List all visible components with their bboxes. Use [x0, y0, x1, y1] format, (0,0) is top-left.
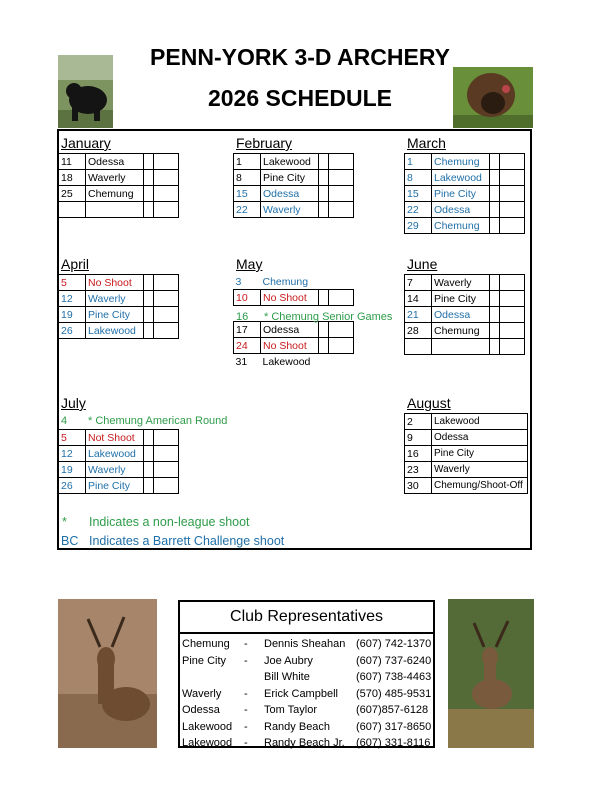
table-cell: Odessa: [432, 307, 490, 323]
table-cell: 8: [234, 170, 261, 186]
table-row: [59, 275, 179, 291]
table-row: [405, 307, 525, 323]
empty-cell: [144, 202, 154, 218]
table-row: [182, 636, 431, 653]
table-cell: -: [244, 638, 248, 651]
table-cell: 26: [59, 323, 86, 339]
march-table: [404, 153, 525, 234]
empty-cell: [144, 323, 154, 339]
table-cell: Pine City: [86, 307, 144, 323]
empty-cell: [154, 478, 179, 494]
table-cell: 26: [59, 478, 86, 494]
table-cell: (607)857-6128: [356, 704, 429, 717]
table-row: [234, 322, 354, 338]
table-cell: 15: [405, 186, 432, 202]
empty-cell: [490, 291, 500, 307]
title-line-1: PENN-YORK 3-D ARCHERY: [150, 44, 450, 70]
table-row: [405, 462, 528, 478]
legend-nonleague-symbol: *: [62, 515, 67, 529]
bear-photo: [58, 55, 113, 128]
deer-photo-left: [58, 599, 157, 748]
table-row: [59, 478, 179, 494]
table-cell: Waverly: [86, 462, 144, 478]
table-cell: 1: [405, 154, 432, 170]
table-cell: Pine City: [86, 478, 144, 494]
table-cell: Pine City: [432, 446, 528, 462]
table-cell: [86, 202, 144, 218]
month-january: January: [61, 135, 111, 151]
table-cell: Tom Taylor: [264, 704, 317, 717]
empty-cell: [490, 154, 500, 170]
empty-cell: [154, 446, 179, 462]
table-cell: [405, 339, 432, 355]
table-cell: No Shoot: [86, 275, 144, 291]
empty-cell: [154, 154, 179, 170]
legend-bc-text: Indicates a Barrett Challenge shoot: [89, 534, 285, 548]
table-cell: Lakewood: [182, 737, 233, 750]
table-cell: 3: [235, 275, 242, 288]
table-cell: (570) 485-9531: [356, 687, 432, 700]
empty-cell: [329, 322, 354, 338]
table-row: [59, 170, 179, 186]
legend-bc-symbol: BC: [61, 534, 79, 548]
empty-cell: [154, 430, 179, 446]
legend-nonleague-text: Indicates a non-league shoot: [89, 515, 250, 529]
empty-cell: [490, 307, 500, 323]
empty-cell: [329, 274, 354, 290]
month-july: July: [61, 395, 86, 411]
table-row: [59, 323, 179, 339]
table-row: [405, 218, 525, 234]
table-cell: Chemung: [432, 218, 490, 234]
table-row: [59, 154, 179, 170]
table-row: [59, 307, 179, 323]
month-june: June: [407, 256, 438, 272]
table-cell: 22: [234, 202, 261, 218]
empty-cell: [144, 430, 154, 446]
table-cell: [59, 202, 86, 218]
empty-cell: [144, 186, 154, 202]
table-row: [182, 653, 431, 670]
table-cell: -: [244, 720, 248, 733]
table-cell: Erick Campbell: [264, 687, 338, 700]
empty-cell: [500, 339, 525, 355]
table-row: [405, 414, 528, 430]
reps-title: Club Representatives: [180, 602, 433, 634]
club-representatives-box: [178, 600, 435, 748]
empty-cell: [500, 323, 525, 339]
table-cell: (607) 738-4463: [356, 671, 432, 684]
empty-cell: [329, 154, 354, 170]
table-cell: Waverly: [261, 202, 319, 218]
table-row: [405, 291, 525, 307]
empty-cell: [329, 290, 354, 306]
june-table: [404, 274, 525, 355]
empty-cell: [500, 170, 525, 186]
empty-cell: [144, 154, 154, 170]
table-cell: Chemung: [432, 154, 490, 170]
table-cell: 8: [405, 170, 432, 186]
table-cell: 14: [405, 291, 432, 307]
table-cell: 28: [405, 323, 432, 339]
empty-cell: [490, 218, 500, 234]
empty-cell: [490, 202, 500, 218]
table-cell: -: [244, 654, 248, 667]
table-cell: 11: [59, 154, 86, 170]
table-row: [182, 735, 431, 752]
table-cell: 2: [405, 414, 432, 430]
august-table: [404, 413, 528, 494]
table-cell: Waverly: [432, 462, 528, 478]
empty-cell: [319, 170, 329, 186]
table-row: [182, 702, 431, 719]
empty-cell: [144, 478, 154, 494]
table-cell: Chemung: [262, 275, 309, 288]
empty-cell: [144, 170, 154, 186]
table-cell: Odessa: [432, 430, 528, 446]
table-cell: 9: [405, 430, 432, 446]
turkey-photo: [453, 67, 533, 128]
table-cell: Odessa: [86, 154, 144, 170]
empty-cell: [319, 354, 329, 370]
empty-cell: [329, 338, 354, 354]
table-cell: Chemung: [182, 638, 230, 651]
table-cell: Waverly: [86, 170, 144, 186]
table-row: [405, 323, 525, 339]
table-cell: Joe Aubry: [264, 654, 313, 667]
title-line-2: 2026 SCHEDULE: [207, 85, 393, 111]
table-row: [234, 290, 354, 306]
empty-cell: [500, 186, 525, 202]
table-cell: Lakewood: [86, 446, 144, 462]
table-cell: Pine City: [182, 654, 227, 667]
table-cell: Chemung: [86, 186, 144, 202]
table-row: [59, 202, 179, 218]
table-row: [405, 478, 528, 494]
table-cell: (607) 331-8116: [356, 737, 431, 750]
empty-cell: [490, 186, 500, 202]
table-row: [182, 686, 431, 703]
table-row: [234, 354, 354, 370]
empty-cell: [319, 186, 329, 202]
table-cell: Randy Beach: [264, 720, 331, 733]
table-row: [234, 154, 354, 170]
empty-cell: [144, 307, 154, 323]
may-16-event: * Chemung Senior Games: [264, 311, 393, 323]
table-row: [234, 186, 354, 202]
empty-cell: [500, 154, 525, 170]
table-row: [405, 170, 525, 186]
deer-photo-right: [448, 599, 534, 748]
table-cell: No Shoot: [261, 290, 319, 306]
empty-cell: [144, 462, 154, 478]
table-cell: 18: [59, 170, 86, 186]
january-table: [58, 153, 179, 218]
table-row: [405, 339, 525, 355]
table-cell: Pine City: [432, 186, 490, 202]
table-cell: 23: [405, 462, 432, 478]
empty-cell: [500, 202, 525, 218]
empty-cell: [490, 323, 500, 339]
empty-cell: [500, 291, 525, 307]
table-cell: Lakewood: [432, 170, 490, 186]
table-cell: 12: [59, 291, 86, 307]
table-cell: -: [244, 704, 248, 717]
table-cell: Odessa: [261, 186, 319, 202]
table-cell: Not Shoot: [86, 430, 144, 446]
month-april: April: [61, 256, 90, 272]
table-cell: 29: [405, 218, 432, 234]
table-cell: Chemung/Shoot-Off: [432, 478, 528, 494]
table-cell: Odessa: [261, 322, 319, 338]
table-row: [59, 446, 179, 462]
empty-cell: [500, 218, 525, 234]
table-row: [59, 430, 179, 446]
table-cell: Waverly: [182, 687, 222, 700]
table-cell: 15: [234, 186, 261, 202]
empty-cell: [500, 307, 525, 323]
reps-table: [182, 636, 431, 752]
table-row: [405, 202, 525, 218]
empty-cell: [319, 154, 329, 170]
table-row: [234, 202, 354, 218]
table-cell: 31: [235, 355, 248, 368]
month-february: February: [236, 135, 293, 151]
empty-cell: [319, 322, 329, 338]
table-cell: Chemung: [432, 323, 490, 339]
table-row: [182, 669, 431, 686]
empty-cell: [490, 170, 500, 186]
table-cell: Waverly: [86, 291, 144, 307]
table-row: [59, 291, 179, 307]
table-row: [59, 462, 179, 478]
table-cell: Odessa: [432, 202, 490, 218]
may-16-date: 16: [236, 311, 249, 323]
empty-cell: [329, 170, 354, 186]
month-may: May: [236, 256, 263, 272]
table-cell: 10: [234, 290, 261, 306]
table-row: [234, 170, 354, 186]
april-table: [58, 274, 179, 339]
empty-cell: [154, 307, 179, 323]
table-cell: [432, 339, 490, 355]
empty-cell: [154, 323, 179, 339]
table-cell: Lakewood: [86, 323, 144, 339]
table-cell: 24: [234, 338, 261, 354]
table-row: [182, 719, 431, 736]
table-cell: -: [244, 737, 248, 750]
empty-cell: [154, 275, 179, 291]
july-4-date: 4: [61, 415, 68, 427]
table-cell: 19: [59, 307, 86, 323]
table-row: [405, 154, 525, 170]
table-cell: 21: [405, 307, 432, 323]
table-row: [405, 430, 528, 446]
table-cell: Lakewood: [262, 355, 311, 368]
table-cell: Pine City: [432, 291, 490, 307]
empty-cell: [329, 202, 354, 218]
table-row: [405, 446, 528, 462]
table-cell: 17: [234, 322, 261, 338]
table-row: [405, 275, 525, 291]
table-cell: 22: [405, 202, 432, 218]
table-cell: Waverly: [432, 275, 490, 291]
table-cell: 12: [59, 446, 86, 462]
table-cell: Pine City: [261, 170, 319, 186]
empty-cell: [490, 275, 500, 291]
empty-cell: [319, 338, 329, 354]
empty-cell: [144, 446, 154, 462]
table-cell: [182, 669, 244, 686]
empty-cell: [319, 274, 329, 290]
table-cell: (607) 317-8650: [356, 720, 432, 733]
empty-cell: [319, 202, 329, 218]
table-cell: Randy Beach Jr.: [264, 737, 345, 750]
february-table: [233, 153, 354, 218]
table-cell: 16: [405, 446, 432, 462]
table-cell: 1: [234, 154, 261, 170]
table-row: [59, 186, 179, 202]
table-cell: (607) 737-6240: [356, 654, 432, 667]
july-4-event: * Chemung American Round: [88, 415, 228, 427]
table-cell: 30: [405, 478, 432, 494]
table-cell: Lakewood: [432, 414, 528, 430]
month-august: August: [407, 395, 451, 411]
table-cell: 19: [59, 462, 86, 478]
july-table: [58, 429, 179, 494]
table-cell: -: [244, 687, 248, 700]
table-cell: Lakewood: [182, 720, 233, 733]
table-cell: (607) 742-1370: [356, 638, 432, 651]
empty-cell: [154, 202, 179, 218]
table-cell: No Shoot: [261, 338, 319, 354]
empty-cell: [500, 275, 525, 291]
table-row: [234, 338, 354, 354]
table-cell: Dennis Sheahan: [264, 638, 346, 651]
table-cell: Odessa: [182, 704, 220, 717]
empty-cell: [329, 354, 354, 370]
empty-cell: [144, 291, 154, 307]
empty-cell: [154, 462, 179, 478]
empty-cell: [319, 290, 329, 306]
table-cell: Bill White: [264, 671, 310, 684]
empty-cell: [144, 275, 154, 291]
empty-cell: [154, 186, 179, 202]
table-cell: Lakewood: [261, 154, 319, 170]
month-march: March: [407, 135, 446, 151]
table-cell: [244, 669, 264, 686]
empty-cell: [329, 186, 354, 202]
empty-cell: [154, 291, 179, 307]
table-cell: 7: [405, 275, 432, 291]
table-cell: 25: [59, 186, 86, 202]
empty-cell: [490, 339, 500, 355]
table-row: [234, 274, 354, 290]
table-cell: 5: [59, 430, 86, 446]
table-cell: 5: [59, 275, 86, 291]
table-row: [405, 186, 525, 202]
empty-cell: [154, 170, 179, 186]
